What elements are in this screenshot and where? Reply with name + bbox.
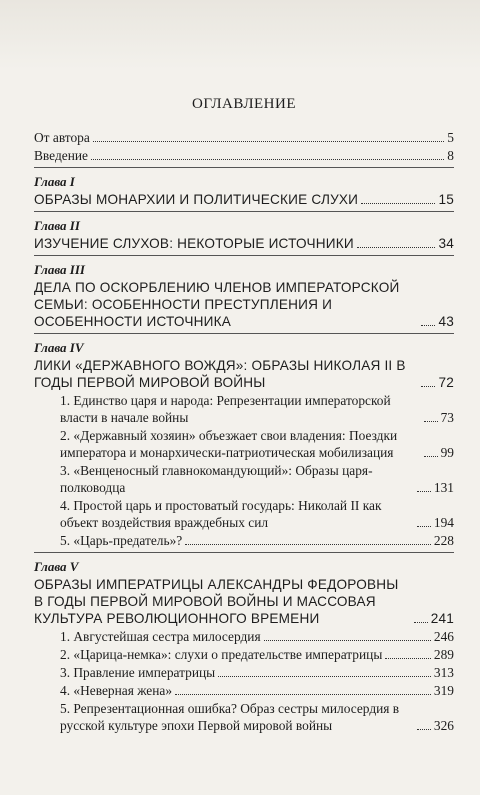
chapter-label: Глава IV <box>34 340 84 355</box>
toc-entry[interactable] <box>34 191 454 208</box>
toc-entry-title: 2. «Царица-немка»: слухи о предательстве императрицы <box>60 647 383 662</box>
table-of-contents <box>34 96 454 735</box>
toc-page-number: 43 <box>438 314 454 329</box>
toc-page-number: 5 <box>447 130 454 145</box>
toc-entry-title: 1. Единство царя и народа: Репрезентации императорской власти в начале войны <box>60 393 391 425</box>
toc-entry[interactable] <box>34 357 454 391</box>
toc-entry[interactable] <box>34 279 454 330</box>
leader-dots <box>185 543 431 545</box>
chapter-divider <box>34 255 454 256</box>
toc-page-number: 326 <box>433 718 454 733</box>
leader-dots <box>175 693 431 695</box>
leader-dots <box>417 525 431 527</box>
toc-subentry[interactable] <box>34 392 454 426</box>
toc-entry[interactable] <box>34 576 454 627</box>
chapter-divider <box>34 211 454 212</box>
toc-entry-title: ЛИКИ «ДЕРЖАВНОГО ВОЖДЯ»: ОБРАЗЫ НИКОЛАЯ II В ГОДЫ ПЕРВОЙ МИРОВОЙ ВОЙНЫ <box>34 358 406 390</box>
leader-dots <box>424 455 438 457</box>
toc-entry-title: 2. «Державный хозяин» объезжает свои владения: Поездки императора и монархически-патриотическая мобилизация <box>60 428 398 460</box>
toc-page-number: 15 <box>438 192 454 207</box>
toc-entry-title: 4. «Неверная жена» <box>60 683 173 698</box>
toc-entry[interactable] <box>34 147 454 164</box>
toc-entry-title: 3. Правление императрицы <box>60 665 216 680</box>
leader-dots <box>91 158 444 160</box>
toc-entry-title: ОБРАЗЫ МОНАРХИИ И ПОЛИТИЧЕСКИЕ СЛУХИ <box>34 192 359 207</box>
toc-page-number: 34 <box>438 236 454 251</box>
toc-page-number: 8 <box>447 148 454 163</box>
leader-dots <box>361 202 435 204</box>
leader-dots <box>417 728 431 730</box>
leader-dots <box>218 675 431 677</box>
toc-page-number: 99 <box>440 445 454 460</box>
leader-dots <box>385 657 431 659</box>
chapter-label: Глава V <box>34 559 79 574</box>
leader-dots <box>424 420 438 422</box>
toc-page-number: 319 <box>433 683 454 698</box>
toc-list <box>34 129 454 734</box>
toc-subentry[interactable] <box>34 682 454 699</box>
leader-dots <box>421 385 435 387</box>
previous-page-bleed <box>0 0 480 70</box>
toc-entry-title: От автора <box>34 130 90 145</box>
toc-entry-title: 4. Простой царь и простоватый государь: Николай II как объект воздействия враждебных сил <box>60 498 382 530</box>
toc-entry-title: ОБРАЗЫ ИМПЕРАТРИЦЫ АЛЕКСАНДРЫ ФЕДОРОВНЫ В ГОДЫ ПЕРВОЙ МИРОВОЙ ВОЙНЫ И МАССОВАЯ КУЛЬТУРА РЕВОЛЮЦИОННОГО ВРЕМЕНИ <box>34 577 399 626</box>
toc-page-number: 73 <box>440 410 454 425</box>
toc-subentry[interactable] <box>34 646 454 663</box>
leader-dots <box>93 140 444 142</box>
toc-page-number: 131 <box>433 480 454 495</box>
toc-page-number: 289 <box>433 647 454 662</box>
chapter-label: Глава II <box>34 218 80 233</box>
toc-subentry[interactable] <box>34 664 454 681</box>
chapter-divider <box>34 552 454 553</box>
toc-subentry[interactable] <box>34 628 454 645</box>
toc-page-number: 194 <box>433 515 454 530</box>
toc-entry-title: 5. Репрезентационная ошибка? Образ сестры милосердия в русской культуре эпохи Первой мировой войны <box>60 701 400 733</box>
leader-dots <box>414 621 428 623</box>
toc-entry-title: ДЕЛА ПО ОСКОРБЛЕНИЮ ЧЛЕНОВ ИМПЕРАТОРСКОЙ СЕМЬИ: ОСОБЕННОСТИ ПРЕСТУПЛЕНИЯ И ОСОБЕННОСТИ ИСТОЧНИКА <box>34 280 400 329</box>
toc-entry-title: Введение <box>34 148 88 163</box>
chapter-label: Глава III <box>34 262 85 277</box>
chapter-label: Глава I <box>34 174 75 189</box>
toc-entry[interactable] <box>34 235 454 252</box>
chapter-divider <box>34 333 454 334</box>
toc-subentry[interactable] <box>34 497 454 531</box>
toc-entry-title: ИЗУЧЕНИЕ СЛУХОВ: НЕКОТОРЫЕ ИСТОЧНИКИ <box>34 236 354 251</box>
leader-dots <box>264 639 431 641</box>
chapter-divider <box>34 167 454 168</box>
toc-page-number: 241 <box>430 611 454 626</box>
toc-page-number: 313 <box>433 665 454 680</box>
leader-dots <box>357 246 436 248</box>
toc-entry-title: 3. «Венценосный главнокомандующий»: Образы царя-полководца <box>60 463 373 495</box>
toc-subentry[interactable] <box>34 700 454 734</box>
toc-subentry[interactable] <box>34 462 454 496</box>
toc-page-number: 228 <box>433 533 454 548</box>
toc-subentry[interactable] <box>34 532 454 549</box>
toc-entry[interactable] <box>34 129 454 146</box>
toc-entry-title: 5. «Царь-предатель»? <box>60 533 183 548</box>
toc-subentry[interactable] <box>34 427 454 461</box>
toc-entry-title: 1. Августейшая сестра милосердия <box>60 629 261 644</box>
toc-page-number: 246 <box>433 629 454 644</box>
leader-dots <box>417 490 431 492</box>
leader-dots <box>421 324 435 326</box>
toc-page-number: 72 <box>438 375 454 390</box>
page-title: ОГЛАВЛЕНИЕ <box>192 96 296 112</box>
